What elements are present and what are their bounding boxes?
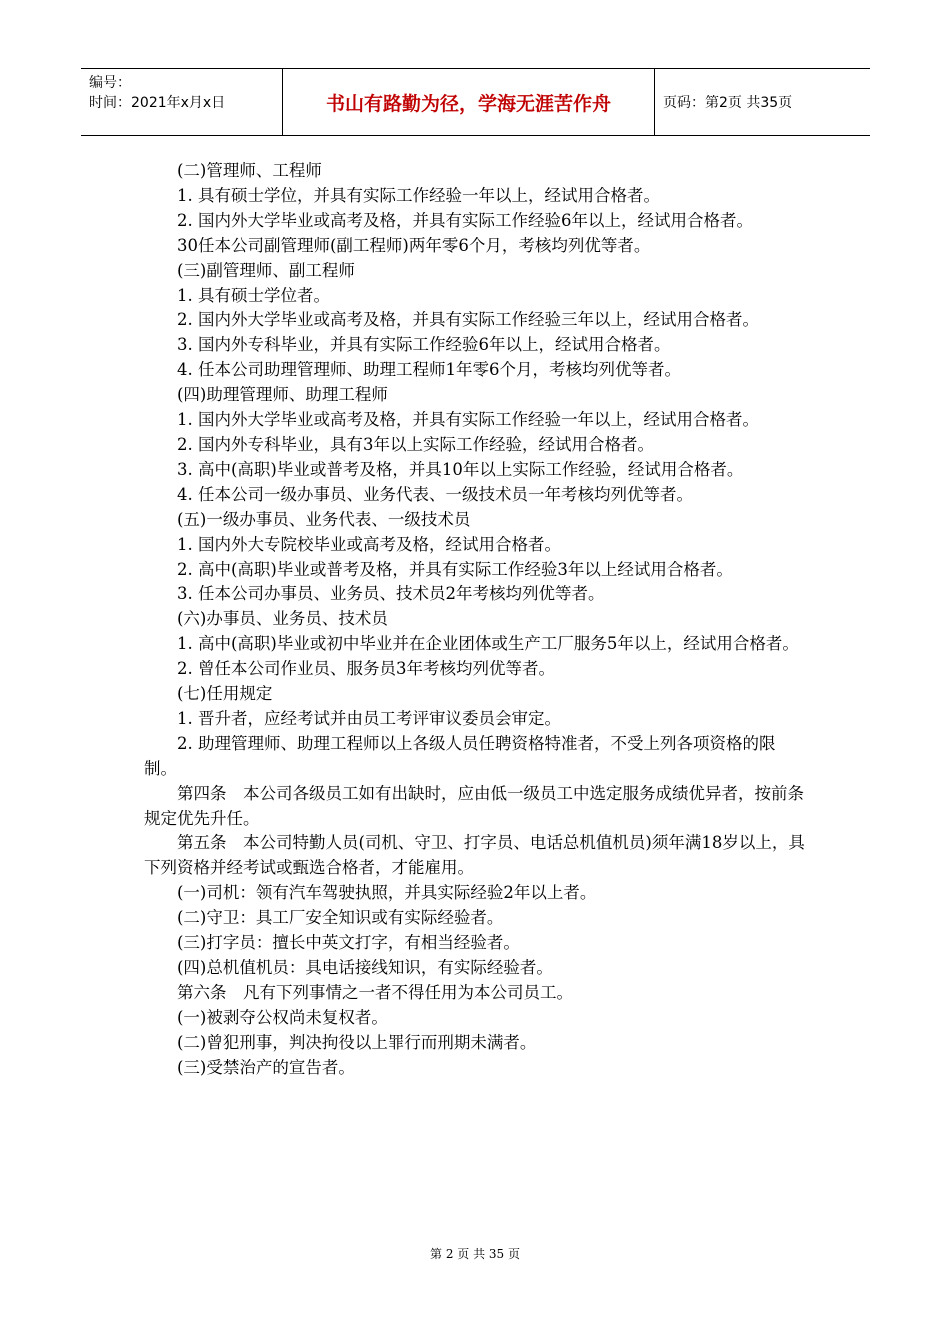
paragraph: (四)助理管理师、助理工程师 (177, 385, 388, 405)
paragraph: (一)司机：领有汽车驾驶执照，并具实际经验2年以上者。 (177, 883, 597, 903)
paragraph: (七)任用规定 (177, 684, 273, 704)
paragraph: (三)受禁治产的宣告者。 (177, 1057, 355, 1077)
paragraph: (三)打字员：擅长中英文打字，有相当经验者。 (177, 933, 520, 953)
paragraph: (一)被剥夺公权尚未复权者。 (177, 1007, 388, 1027)
paragraph: 1. 国内外大学毕业或高考及格，并具有实际工作经验一年以上，经试用合格者。 (177, 410, 759, 430)
paragraph: (二)管理师、工程师 (177, 161, 322, 180)
paragraph: 第五条 本公司特勤人员(司机、守卫、打字员、电话总机值机员)须年满18岁以上，具下列资格并经考试或甄选合格者，才能雇用。 (144, 833, 805, 878)
paragraph: (四)总机值机员：具电话接线知识，有实际经验者。 (177, 958, 553, 977)
code-label: 编号： (89, 75, 131, 91)
paragraph: 2. 国内外专科毕业，具有3年以上实际工作经验，经试用合格者。 (177, 434, 654, 454)
paragraph: (六)办事员、业务员、技术员 (177, 609, 388, 629)
paragraph: 4. 任本公司一级办事员、业务代表、一级技术员一年考核均列优等者。 (177, 484, 693, 504)
paragraph: 1. 具有硕士学位者。 (177, 285, 330, 305)
header-meta-cell (81, 69, 283, 135)
paragraph: 3. 高中(高职)毕业或普考及格，并具10年以上实际工作经验，经试用合格者。 (177, 459, 744, 479)
header-page-info: 页码：第2页 共35页 (663, 95, 793, 111)
paragraph: 4. 任本公司助理管理师、助理工程师1年零6个月，考核均列优等者。 (177, 360, 681, 380)
header-motto: 书山有路勤为径，学海无涯苦作舟 (283, 69, 655, 135)
paragraph: (二)守卫：具工厂安全知识或有实际经验者。 (177, 908, 504, 928)
paragraph: 1. 国内外大专院校毕业或高考及格，经试用合格者。 (177, 534, 561, 554)
page-footer: 第 2 页 共 35 页 (430, 1247, 520, 1261)
paragraph: 2. 国内外大学毕业或高考及格，并具有实际工作经验三年以上，经试用合格者。 (177, 310, 759, 330)
paragraph: 2. 高中(高职)毕业或普考及格，并具有实际工作经验3年以上经试用合格者。 (177, 559, 733, 579)
paragraph: 第六条 凡有下列事情之一者不得任用为本公司员工。 (177, 982, 573, 1002)
paragraph: (二)曾犯刑事，判决拘役以上罪行而刑期未满者。 (177, 1032, 537, 1052)
document-body (144, 159, 808, 1081)
page-header (81, 68, 870, 136)
paragraph: 3. 任本公司办事员、业务员、技术员2年考核均列优等者。 (177, 584, 605, 604)
paragraph: 30任本公司副管理师(副工程师)两年零6个月，考核均列优等者。 (177, 235, 651, 255)
paragraph: 2. 曾任本公司作业员、服务员3年考核均列优等者。 (177, 659, 555, 679)
time-label: 时间：2021年x月x日 (89, 95, 226, 111)
paragraph: 2. 国内外大学毕业或高考及格，并具有实际工作经验6年以上，经试用合格者。 (177, 210, 753, 230)
paragraph: (五)一级办事员、业务代表、一级技术员 (177, 509, 471, 529)
paragraph: 2. 助理管理师、助理工程师以上各级人员任聘资格特准者，不受上列各项资格的限制。 (144, 733, 776, 778)
paragraph: 1. 具有硕士学位，并具有实际工作经验一年以上，经试用合格者。 (177, 185, 660, 205)
paragraph: 第四条 本公司各级员工如有出缺时，应由低一级员工中选定服务成绩优异者，按前条规定优先升任。 (144, 783, 804, 828)
paragraph: 1. 高中(高职)毕业或初中毕业并在企业团体或生产工厂服务5年以上，经试用合格者。 (177, 634, 799, 654)
paragraph: 3. 国内外专科毕业，并具有实际工作经验6年以上，经试用合格者。 (177, 335, 671, 355)
paragraph: (三)副管理师、副工程师 (177, 260, 355, 280)
paragraph: 1. 晋升者，应经考试并由员工考评审议委员会审定。 (177, 708, 561, 728)
